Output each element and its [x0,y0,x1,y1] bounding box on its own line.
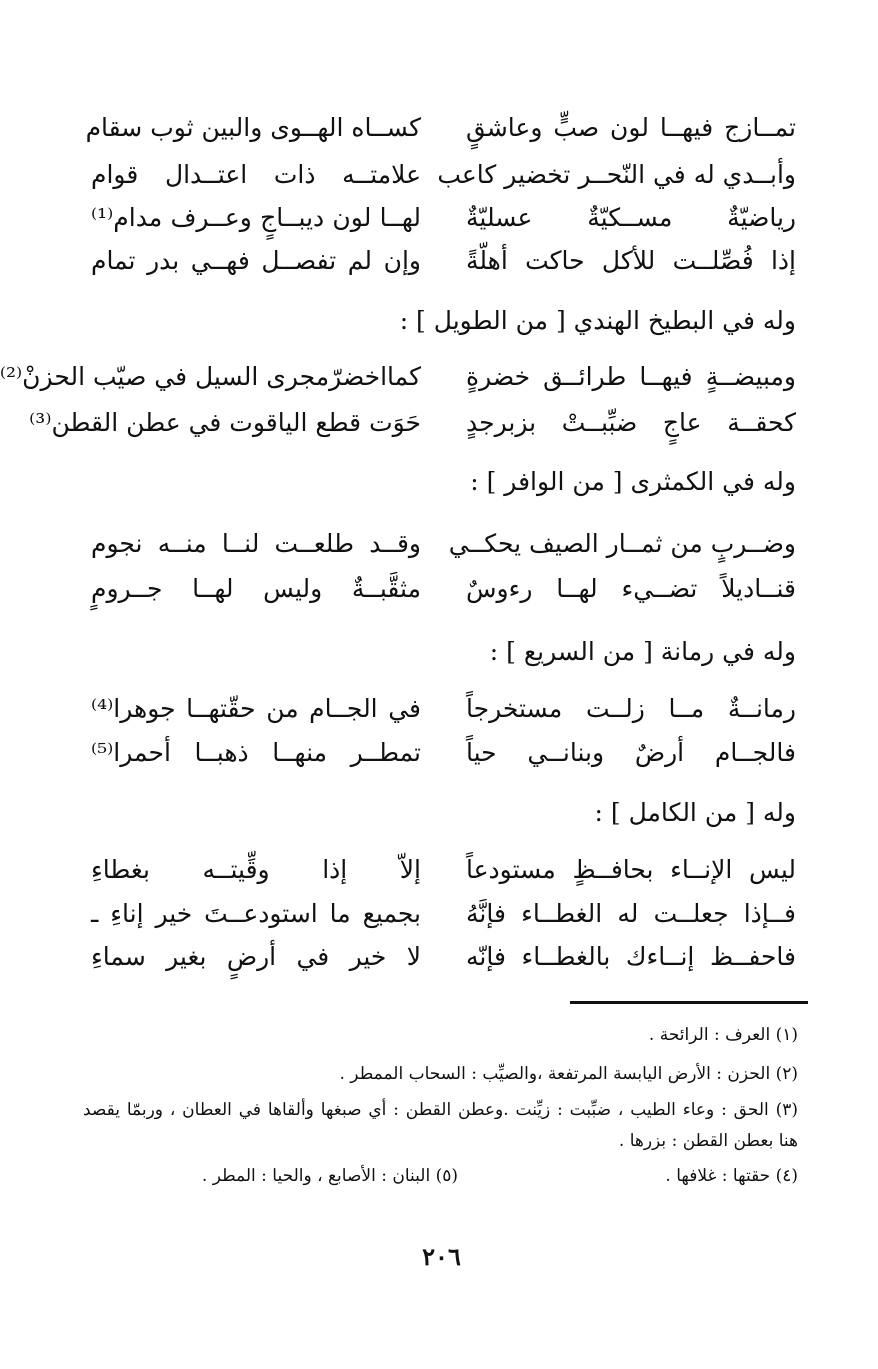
verse-line [91,198,796,238]
first-hemistich: ومبيضــةٍ فيهــا طرائــق خضرةٍ [466,362,796,391]
second-hemistich: علامتــه ذات اعتــدال قوام [91,160,421,189]
second-hemistich: وإن لم تفصــل فهــي بدر تمام [91,246,421,275]
section-heading: وله في الكمثرى [ من الوافر ] : [470,467,796,496]
section-heading: وله في البطيخ الهندي [ من الطويل ] : [399,306,796,335]
first-hemistich: ليس الإنــاء بحافــظٍ مستودعاً [466,855,796,884]
second-hemistich: في الجــام من حقّتهــا جوهرا⁽⁴⁾ [91,694,421,723]
second-hemistich: لهــا لون ديبــاجٍ وعــرف مدام⁽¹⁾ [91,203,421,232]
verse-line [91,524,796,564]
second-hemistich: مثقَّبــةٌ وليس لهــا جــرومٍ [91,574,421,603]
first-hemistich: فــإذا جعلــت له الغطــاء فإنَّهُ [466,899,796,928]
footnote-5: (٥) البنان : الأصابع ، والحيا : المطر . [201,1166,458,1186]
second-hemistich: تمطــر منهــا ذهبــا أحمرا⁽⁵⁾ [91,738,421,767]
first-hemistich: وأبــدي له في النّحــر تخضير كاعب [437,160,796,189]
footnote-divider [570,1001,808,1004]
second-hemistich: كســاه الهــوى والبين ثوب سقام [85,113,421,142]
first-hemistich: رمانــةٌ مــا زلــت مستخرجاً [466,694,796,723]
footnote-3-continued: هنا بعطن القطن : بزرها . [618,1131,798,1151]
first-hemistich: وضــربٍ من ثمــار الصيف يحكــي [448,529,796,558]
section-heading: وله في رمانة [ من السريع ] : [489,637,796,666]
verse-line [91,569,796,609]
page-number: ٢٠٦ [422,1242,461,1271]
second-hemistich: كمااخضرّمجرى السيل في صيّب الحزنْ⁽²⁾ [0,362,421,391]
verse-line [91,241,796,281]
footnote-2: (٢) الحزن : الأرض اليابسة المرتفعة ،والصيِّب : السحاب الممطر . [339,1064,798,1084]
verse-line [91,689,796,729]
verse-line [91,733,796,773]
second-hemistich: وقــد طلعــت لنــا منــه نجوم [91,529,421,558]
first-hemistich: قنــاديلاً تضــيء لهــا رءوسٌ [466,574,796,603]
second-hemistich: بجميع ما استودعــتَ خير إناءِ ـ [91,899,421,928]
first-hemistich: فالجــام أرضٌ وبنانــي حياً [466,738,796,767]
footnote-1: (١) العرف : الرائحة . [648,1025,798,1045]
verse-line [91,850,796,890]
verse-line [29,403,796,443]
first-hemistich: كحقــة عاجٍ ضبِّبــتْ بزبرجدٍ [466,408,796,437]
verse-line [91,155,796,195]
second-hemistich: إلاّ إذا وقِّيتــه بغطاءِ [91,855,421,884]
section-heading: وله [ من الكامل ] : [594,798,796,827]
verse-line [0,357,796,397]
verse-line [85,108,796,148]
verse-line [91,937,796,977]
verse-line [91,894,796,934]
first-hemistich: فاحفــظ إنــاءك بالغطــاء فإنّه [466,942,796,971]
first-hemistich: تمــازج فيهــا لون صبٍّ وعاشقٍ [466,113,796,142]
first-hemistich: رياضيّةٌ مســكيّةٌ عسليّةٌ [466,203,796,232]
footnote-3: (٣) الحق : وعاء الطيب ، ضبِّبت : زيِّنت .وعطن القطن : أي صبغها وألقاها في العطان ، وربمّا يقصد [83,1100,798,1120]
first-hemistich: إذا فُصِّلــت للأكل حاكت أهلّةً [466,246,796,275]
second-hemistich: حَوَت قطع الياقوت في عطن القطن⁽³⁾ [29,408,421,437]
second-hemistich: لا خير في أرضٍ بغير سماءِ [91,942,421,971]
footnote-4: (٤) حقتها : غلافها . [665,1166,798,1186]
